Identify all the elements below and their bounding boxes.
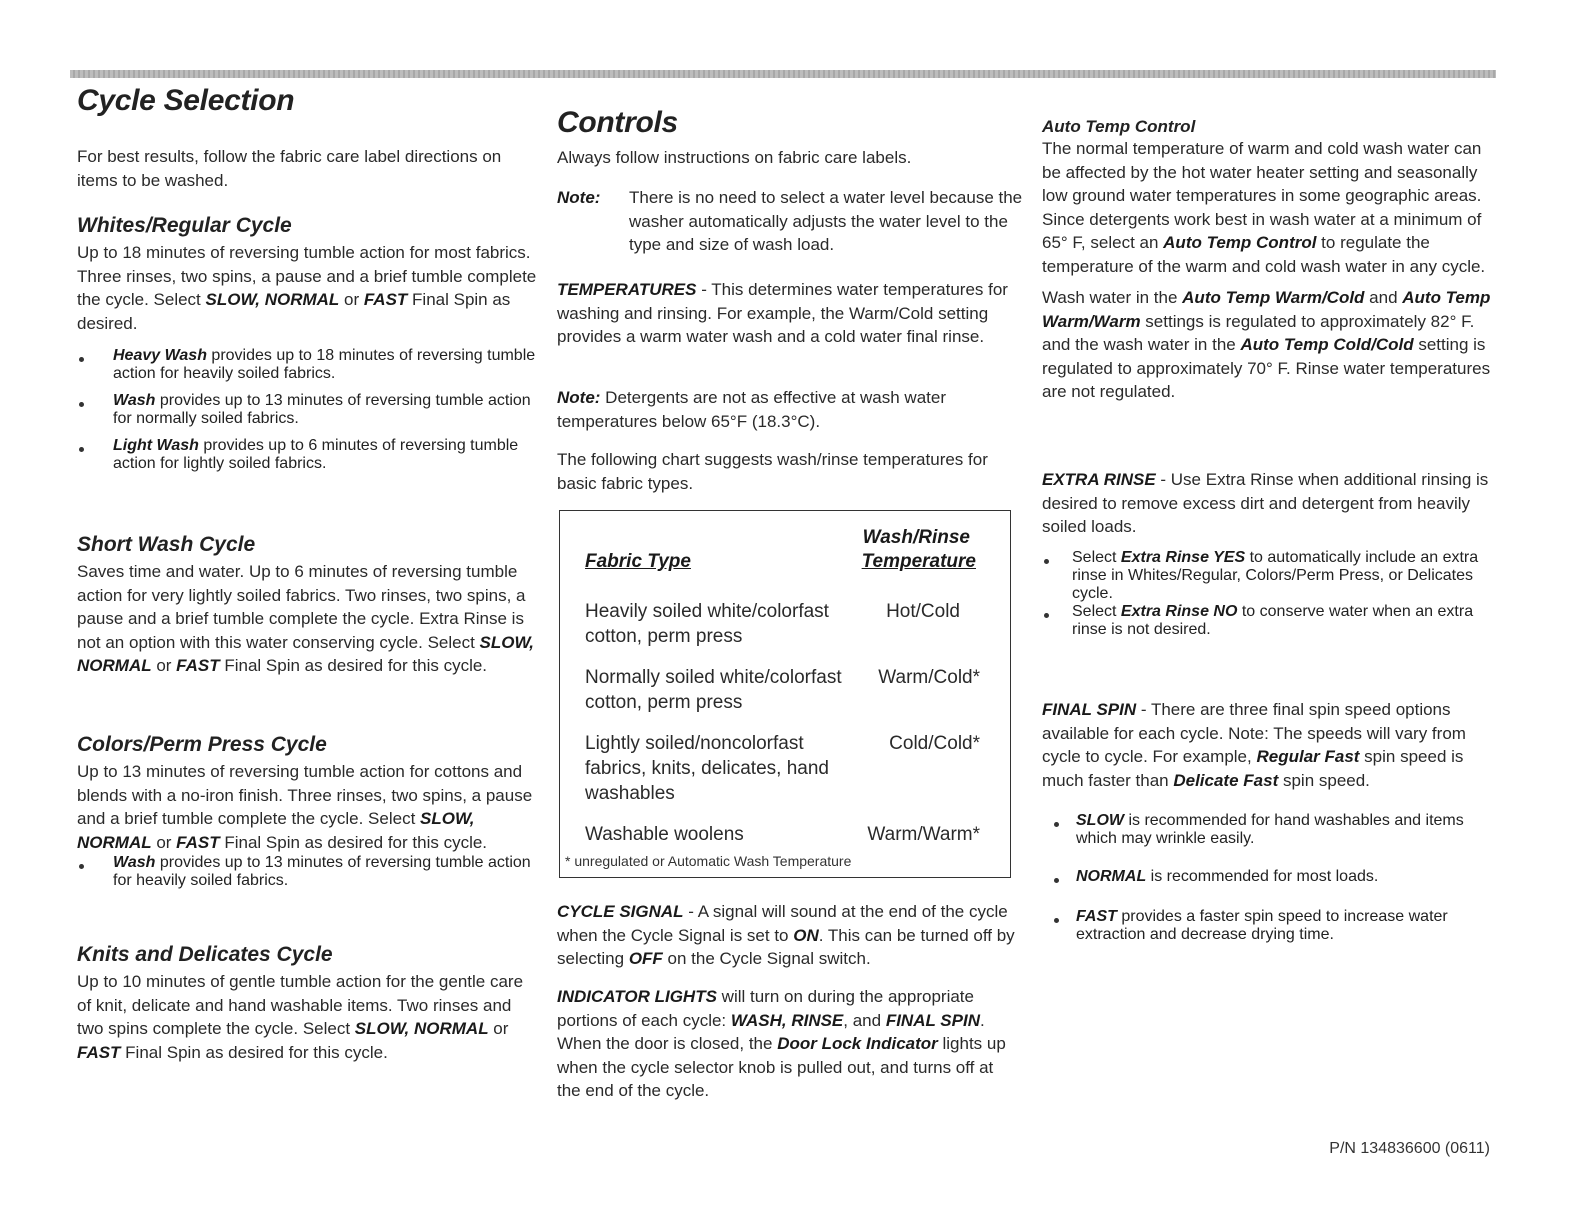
list-item: FAST provides a faster spin speed to increase water extraction and decrease drying time.: [1042, 908, 1500, 944]
list-item: SLOW is recommended for hand washables and items which may wrinkle easily.: [1042, 812, 1500, 848]
part-number: P/N 134836600 (0611): [1329, 1140, 1490, 1157]
chart-intro: The following chart suggests wash/rinse temperatures for basic fabric types.: [557, 450, 988, 493]
short-wash-section: [77, 533, 537, 678]
list-item: Heavy Wash provides up to 18 minutes of reversing tumble action for heavily soiled fabrics.: [77, 347, 537, 383]
colors-section: [77, 733, 537, 890]
note-text: There is no need to select a water level because the washer automatically adjusts the water level to the type and size of wash load.: [629, 188, 1023, 254]
short-wash-title: Short Wash Cycle: [77, 533, 256, 556]
note-detergents: Note: Detergents are not as effective at wash water temperatures below 65°F (18.3°C).: [557, 388, 946, 431]
whites-bullets: [77, 347, 537, 473]
cycle-selection-title: Cycle Selection: [77, 84, 295, 117]
temperature-chart: Wash/Rinse Fabric Type Temperature Heavily soiled white/colorfast cotton, perm press Hot/Cold Normally soiled white/colorfast cotton, perm press Warm/Cold* Lightly soiled/noncolorfast fabrics, knits, delicates, hand washables Cold/Cold* Washable woolens Warm/Warm* * unregulated or Automatic Wash Temperature: [559, 510, 1011, 878]
chart-header-fabric-type: Fabric Type: [585, 551, 691, 572]
auto-temp-title: Auto Temp Control: [1042, 117, 1196, 136]
cycle-signal-paragraph: CYCLE SIGNAL - A signal will sound at the end of the cycle when the Cycle Signal is set to ON. This can be turned off by selecting OFF on the Cycle Signal switch.: [557, 902, 1015, 968]
colors-title: Colors/Perm Press Cycle: [77, 733, 327, 756]
whites-title: Whites/Regular Cycle: [77, 214, 292, 237]
knits-section: [77, 943, 537, 1064]
note-label: Note:: [557, 188, 601, 207]
knits-title: Knits and Delicates Cycle: [77, 943, 333, 966]
list-item: Select Extra Rinse YES to automatically include an extra rinse in Whites/Regular, Colors/Perm Press, or Delicates cycle.: [1042, 549, 1500, 603]
list-item: Light Wash provides up to 6 minutes of reversing tumble action for lightly soiled fabrics.: [77, 437, 537, 473]
auto-temp-p1: The normal temperature of warm and cold wash water can be affected by the hot water heater setting and seasonally low ground water temperatures in some geographic areas. Since detergents work best in wash water at a minimum of 65° F, select an Auto Temp Control to regulate the temperature of the warm and cold wash water in any cycle.: [1042, 139, 1486, 276]
colors-text: Up to 13 minutes of reversing tumble action for cottons and blends with a no-iron finish. Three rinses, two spins, a pause and a brief tumble complete the cycle. Select SLOW, NORMAL or FAST Final Spin as desired for this cycle.: [77, 762, 533, 852]
list-item: Wash provides up to 13 minutes of reversing tumble action for heavily soiled fabrics.: [77, 854, 537, 890]
whites-text: Up to 18 minutes of reversing tumble action for most fabrics. Three rinses, two spins, a pause and a brief tumble complete the cycle. Select SLOW, NORMAL or FAST Final Spin as desired.: [77, 243, 537, 333]
final-spin-bullets: [1042, 812, 1500, 944]
short-wash-text: Saves time and water. Up to 6 minutes of reversing tumble action for very lightly soiled fabrics. Two rinses, two spins, a pause and a brief tumble complete the cycle. Extra Rinse is not an option with this water conserving cycle. Select SLOW, NORMAL or FAST Final Spin as desired for this cycle.: [77, 562, 534, 675]
controls-intro: Always follow instructions on fabric care labels.: [557, 148, 912, 167]
whites-section: [77, 214, 537, 473]
final-spin-section: FINAL SPIN - There are three final spin speed options available for each cycle. Note: The speeds will vary from cycle to cycle. For example, Regular Fast spin speed is much faster than Delicate Fast spin speed. SLOW is recommended for hand washables and items which may wrinkle easily. NORMAL is recommended for most loads. FAST provides a faster spin speed to increase water extraction and decrease drying time.: [1042, 698, 1500, 944]
list-item: Wash provides up to 13 minutes of reversing tumble action for normally soiled fabrics.: [77, 392, 537, 428]
chart-footnote: * unregulated or Automatic Wash Temperature: [565, 853, 852, 869]
knits-text: Up to 10 minutes of gentle tumble action for the gentle care of knit, delicate and hand washable items. Two rinses and two spins complete the cycle. Select SLOW, NORMAL or FAST Final Spin as desired for this cycle.: [77, 972, 524, 1062]
auto-temp-p2: Wash water in the Auto Temp Warm/Cold and Auto Temp Warm/Warm settings is regulated to approximately 82° F. and the wash water in the Auto Temp Cold/Cold setting is regulated to approximately 70° F. Rinse water temperatures are not regulated.: [1042, 288, 1491, 401]
list-item: NORMAL is recommended for most loads.: [1042, 868, 1500, 886]
top-divider: [70, 70, 1496, 78]
auto-temp-section: [1042, 117, 1500, 404]
chart-header-wash-rinse: Wash/Rinse: [862, 527, 970, 548]
list-item: Select Extra Rinse NO to conserve water when an extra rinse is not desired.: [1042, 603, 1500, 639]
cycle-selection-intro: For best results, follow the fabric care label directions on items to be washed.: [77, 147, 502, 190]
note-water-level: [557, 186, 1027, 257]
temperatures-paragraph: TEMPERATURES - This determines water temperatures for washing and rinsing. For example, the Warm/Cold setting provides a warm water wash and a cold water final rinse.: [557, 280, 1008, 346]
extra-rinse-bullets: [1042, 549, 1500, 639]
chart-header-temperature: Temperature: [861, 551, 976, 572]
colors-bullets: [77, 854, 537, 890]
controls-title: Controls: [557, 106, 678, 139]
indicator-lights-paragraph: INDICATOR LIGHTS will turn on during the appropriate portions of each cycle: WASH, RINSE, and FINAL SPIN. When the door is closed, the Door Lock Indicator lights up when the cycle selector knob is pulled out, and turns off at the end of the cycle.: [557, 987, 1006, 1100]
extra-rinse-section: EXTRA RINSE - Use Extra Rinse when additional rinsing is desired to remove excess dirt and detergent from heavily soiled loads. Select Extra Rinse YES to automatically include an extra rinse in Whites/Regular, Colors/Perm Press, or Delicates cycle. Select Extra Rinse NO to conserve water when an extra rinse is not desired.: [1042, 468, 1500, 639]
